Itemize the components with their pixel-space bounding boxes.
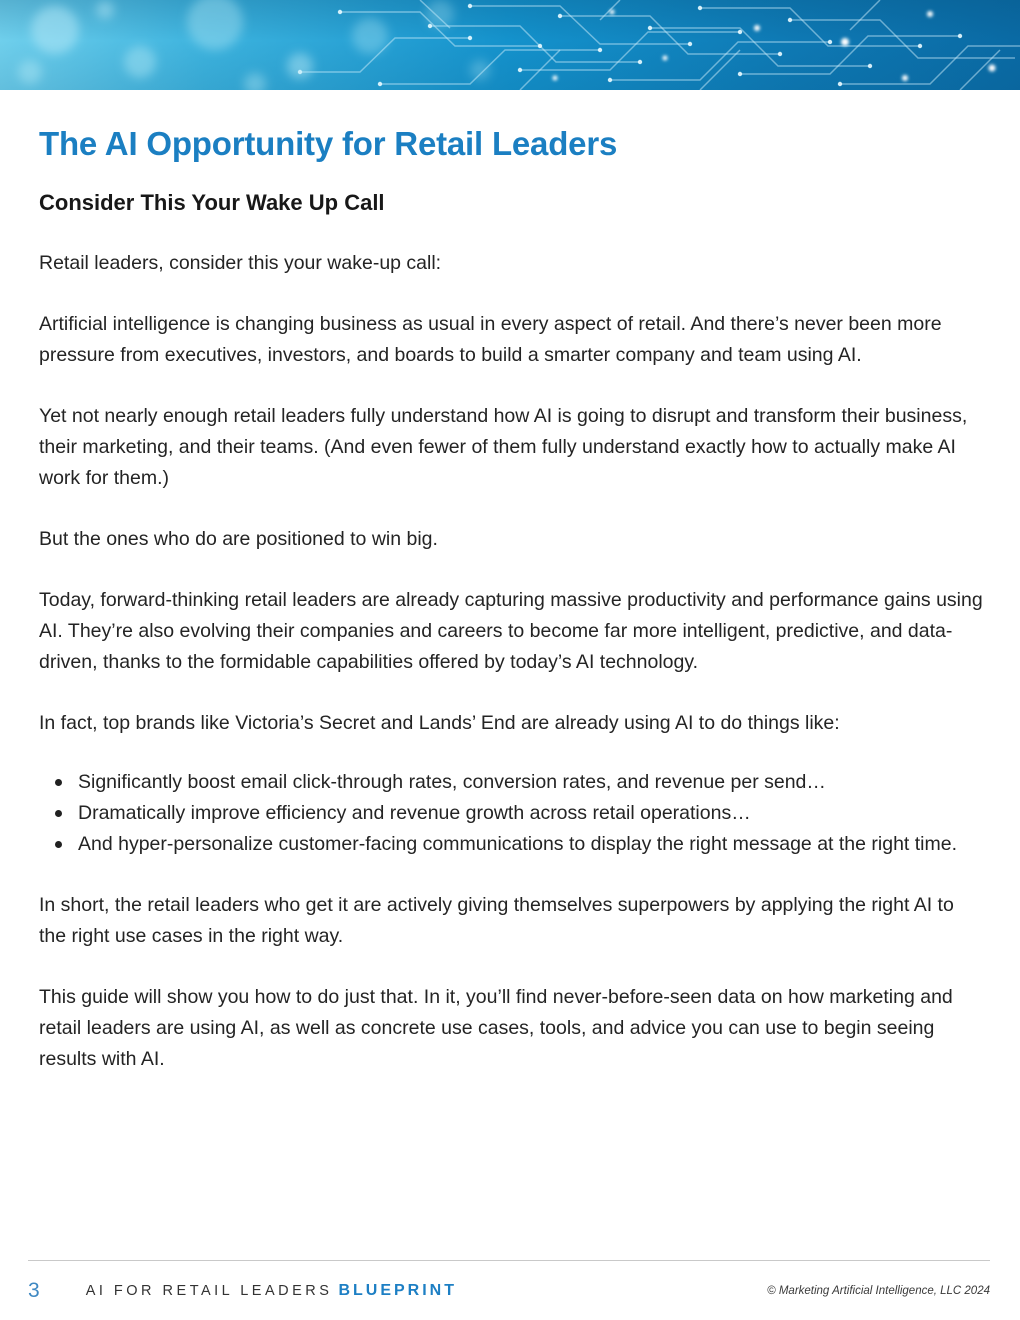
- bullet-dot-icon: [55, 779, 62, 786]
- bullet-text: Dramatically improve efficiency and revenue growth across retail operations…: [78, 802, 751, 824]
- circuit-board-graphic: [0, 0, 1020, 90]
- bullet-text: Significantly boost email click-through rates, conversion rates, and revenue per send…: [78, 771, 826, 793]
- header-banner-image: [0, 0, 1020, 90]
- bullet-item: [39, 829, 984, 860]
- page-number: 3: [28, 1279, 40, 1302]
- footer-brand-highlight: BLUEPRINT: [338, 1281, 457, 1299]
- paragraph: In fact, top brands like Victoria’s Secret and Lands’ End are already using AI to do things like:: [39, 712, 840, 734]
- bullet-item: [39, 798, 984, 829]
- paragraph: Yet not nearly enough retail leaders fully understand how AI is going to disrupt and transform their business, their marketing, and their teams. (And even fewer of them fully understand exactly how to actually make AI work for them.): [39, 405, 968, 489]
- page-title: The AI Opportunity for Retail Leaders: [39, 125, 618, 162]
- bullet-text: And hyper-personalize customer-facing communications to display the right message at the right time.: [78, 833, 958, 855]
- paragraph: Retail leaders, consider this your wake-up call:: [39, 252, 442, 274]
- section-heading: Consider This Your Wake Up Call: [39, 190, 385, 215]
- footer-brand: AI FOR RETAIL LEADERS: [85, 1282, 333, 1299]
- copyright-notice: © Marketing Artificial Intelligence, LLC 2024: [767, 1284, 990, 1297]
- paragraph: In short, the retail leaders who get it are actively giving themselves superpowers by applying the right AI to the right use cases in the right way.: [39, 894, 954, 947]
- paragraph: But the ones who do are positioned to win big.: [39, 528, 438, 550]
- page-footer: [28, 1260, 990, 1320]
- bullet-dot-icon: [55, 841, 62, 848]
- page-content: [39, 123, 984, 1075]
- paragraph: Today, forward-thinking retail leaders are already capturing massive productivity and performance gains using AI. They’re also evolving their companies and careers to become far more intelligent, predictive, and data-driven, thanks to the formidable capabilities offered by today’s AI technology.: [39, 589, 983, 673]
- paragraph: Artificial intelligence is changing business as usual in every aspect of retail. And there’s never been more pressure from executives, investors, and boards to build a smarter company and team using AI.: [39, 313, 942, 366]
- paragraph: This guide will show you how to do just that. In it, you’ll find never-before-seen data on how marketing and retail leaders are using AI, as well as concrete use cases, tools, and advice you can use to begin seeing results with AI.: [39, 986, 953, 1070]
- bullet-dot-icon: [55, 810, 62, 817]
- bullet-item: [39, 767, 984, 798]
- bullet-list: [39, 767, 984, 860]
